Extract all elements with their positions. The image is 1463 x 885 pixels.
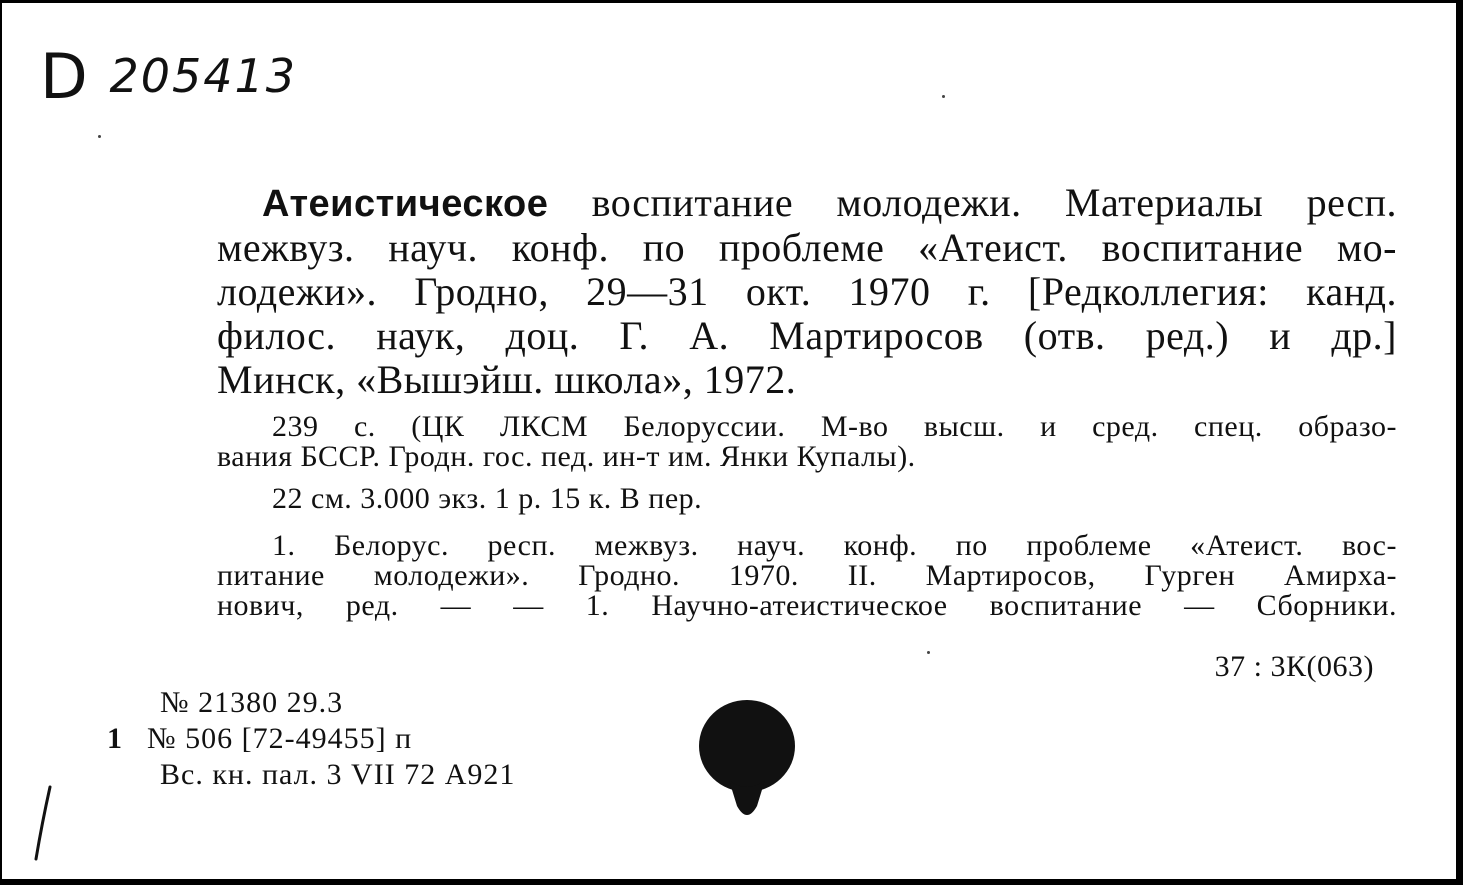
tech-row-2-mark: 1 <box>107 722 123 755</box>
speck <box>942 95 945 98</box>
entry-line-2: межвуз. науч. конф. по проблеме «Атеист. воспитание мо- <box>217 225 1397 270</box>
subject-line-3: нович, ред. — — 1. Научно-атеистическое воспитание — Сборники. <box>217 589 1397 622</box>
entry-line-1 <box>217 181 1397 226</box>
technical-data <box>107 685 515 793</box>
subject-tracings <box>217 531 1397 621</box>
subject-line-2: питание молодежи». Гродно. 1970. II. Мартиросов, Гурген Амирха- <box>217 559 1397 592</box>
handwritten-slash-mark <box>28 783 58 863</box>
description-line-2: вания БССР. Гродн. гос. пед. ин-т им. Янки Купалы). <box>217 440 916 473</box>
tech-row-1: № 21380 29.3 <box>160 686 344 719</box>
entry-heading: Атеистическое <box>262 183 549 225</box>
subject-line-1: 1. Белорус. респ. межвуз. науч. конф. по проблеме «Атеист. вос- <box>272 529 1397 562</box>
punch-hole-icon <box>697 698 797 828</box>
tech-row-3: Вс. кн. пал. 3 VII 72 А921 <box>160 758 516 791</box>
call-number-prefix: D <box>40 40 89 113</box>
speck <box>98 135 101 138</box>
speck <box>927 651 930 654</box>
bibliographic-entry <box>217 181 1397 402</box>
tech-row-2-text: № 506 [72-49455] п <box>147 722 413 755</box>
size-line: 22 см. 3.000 экз. 1 р. 15 к. В пер. <box>272 482 703 515</box>
entry-line-3: лодежи». Гродно, 29—31 окт. 1970 г. [Редколлегия: канд. <box>217 269 1397 314</box>
entry-line-4: филос. наук, доц. Г. А. Мартиросов (отв. ред.) и др.] <box>217 313 1397 358</box>
call-number-digits: 205413 <box>109 49 298 103</box>
entry-line-5: Минск, «Вышэйш. школа», 1972. <box>217 357 797 402</box>
call-number <box>40 41 297 112</box>
entry-title-start: воспитание молодежи. Материалы респ. <box>548 180 1397 225</box>
tech-row-2 <box>107 721 515 757</box>
physical-description <box>217 412 1397 472</box>
classification-number: 37 : 3К(063) <box>1214 650 1374 683</box>
description-line-1: 239 с. (ЦК ЛКСМ Белоруссии. М-во высш. и сред. спец. образо- <box>272 410 1397 443</box>
size-and-price <box>217 484 1397 514</box>
